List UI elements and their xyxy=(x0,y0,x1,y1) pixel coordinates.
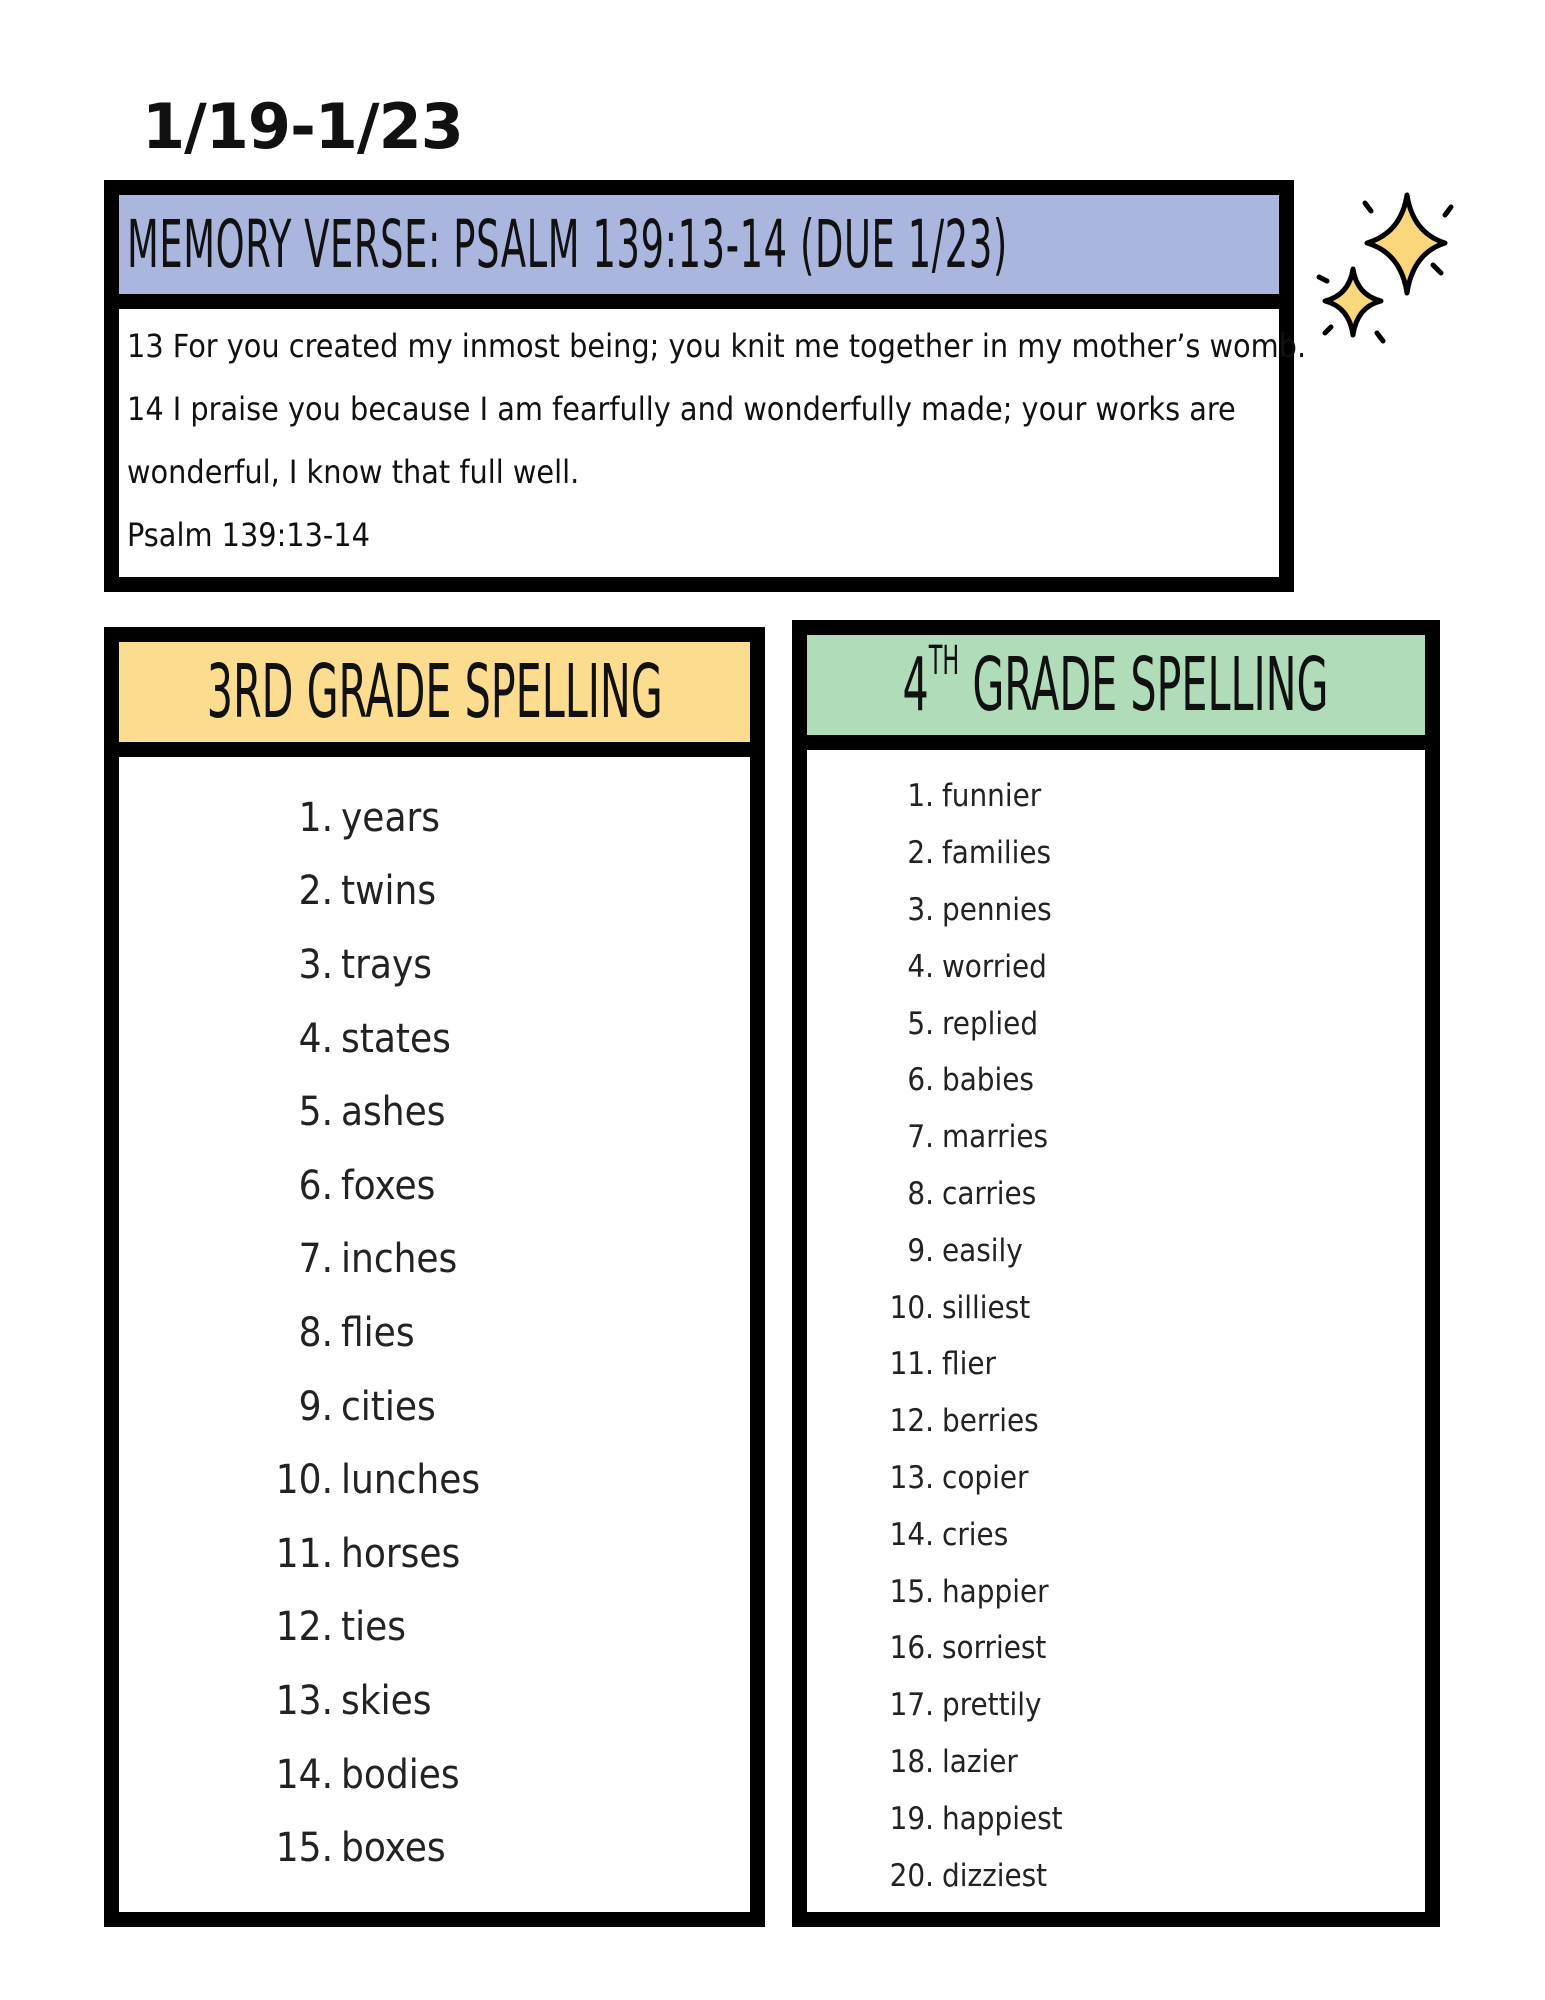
grade4-spelling-box xyxy=(792,620,1440,1927)
grade4-title-suffix: TH xyxy=(929,638,960,684)
grade3-spelling-box xyxy=(104,627,765,1927)
verse-line: 14 I praise you because I am fearfully and wonderfully made; your works are xyxy=(127,390,1236,428)
spelling-word: copier xyxy=(942,1459,1029,1496)
item-number: 6. xyxy=(907,1062,934,1099)
list-item xyxy=(119,1002,750,1076)
item-number: 2. xyxy=(907,835,934,872)
spelling-word: ashes xyxy=(341,1089,446,1136)
list-item xyxy=(119,1296,750,1370)
list-item xyxy=(807,938,1425,995)
sparkles-icon xyxy=(1305,185,1485,365)
spelling-word: twins xyxy=(341,868,437,915)
item-number: 9. xyxy=(298,1383,333,1430)
item-number: 5. xyxy=(298,1089,333,1136)
list-item xyxy=(807,1790,1425,1847)
item-number: 15. xyxy=(889,1573,934,1610)
verse-line: wonderful, I know that full well. xyxy=(127,453,580,491)
grade4-spelling-title xyxy=(903,638,1329,728)
list-item xyxy=(119,1370,750,1444)
grade4-spelling-header xyxy=(807,635,1425,750)
item-number: 8. xyxy=(907,1175,934,1212)
list-item xyxy=(807,1052,1425,1109)
spelling-word: skies xyxy=(341,1677,432,1724)
spelling-word: boxes xyxy=(341,1825,446,1872)
spelling-word: trays xyxy=(341,941,432,988)
item-number: 8. xyxy=(298,1309,333,1356)
list-item xyxy=(807,1222,1425,1279)
memory-verse-header xyxy=(119,195,1279,309)
list-item xyxy=(807,995,1425,1052)
spelling-word: berries xyxy=(942,1403,1039,1440)
spelling-word: marries xyxy=(942,1119,1049,1156)
item-number: 7. xyxy=(907,1119,934,1156)
item-number: 20. xyxy=(889,1857,934,1894)
item-number: 13. xyxy=(889,1459,934,1496)
list-item xyxy=(807,1450,1425,1507)
list-item xyxy=(119,1517,750,1591)
item-number: 9. xyxy=(907,1232,934,1269)
list-item xyxy=(119,1591,750,1665)
verse-reference: Psalm 139:13-14 xyxy=(127,516,370,554)
spelling-word: easily xyxy=(942,1232,1023,1269)
spelling-word: horses xyxy=(341,1530,461,1577)
spelling-word: prettily xyxy=(942,1687,1042,1724)
list-item xyxy=(807,1847,1425,1904)
item-number: 6. xyxy=(298,1162,333,1209)
spelling-word: lazier xyxy=(942,1743,1018,1780)
list-item xyxy=(807,882,1425,939)
item-number: 4. xyxy=(298,1015,333,1062)
item-number: 11. xyxy=(889,1346,934,1383)
list-item xyxy=(119,928,750,1002)
item-number: 4. xyxy=(907,948,934,985)
spelling-word: inches xyxy=(341,1236,458,1283)
list-item xyxy=(807,1393,1425,1450)
spelling-word: cities xyxy=(341,1383,436,1430)
spelling-word: years xyxy=(341,794,441,841)
item-number: 15. xyxy=(275,1825,333,1872)
list-item xyxy=(807,1336,1425,1393)
spelling-word: babies xyxy=(942,1062,1034,1099)
item-number: 13. xyxy=(275,1677,333,1724)
spelling-word: lunches xyxy=(341,1457,481,1504)
spelling-word: carries xyxy=(942,1175,1037,1212)
item-number: 3. xyxy=(907,891,934,928)
spelling-word: states xyxy=(341,1015,451,1062)
spelling-word: funnier xyxy=(942,778,1042,815)
spelling-word: flier xyxy=(942,1346,996,1383)
list-item xyxy=(807,1677,1425,1734)
item-number: 1. xyxy=(907,778,934,815)
grade4-title-rest: GRADE SPELLING xyxy=(972,642,1329,728)
item-number: 7. xyxy=(298,1236,333,1283)
list-item xyxy=(119,1664,750,1738)
spelling-word: flies xyxy=(341,1309,415,1356)
grade3-spelling-header xyxy=(119,642,750,757)
list-item xyxy=(807,768,1425,825)
grade4-title-number: 4 xyxy=(903,642,930,728)
grade3-word-list xyxy=(119,781,750,1885)
verse-line: 13 For you created my inmost being; you knit me together in my mother’s womb. xyxy=(127,327,1307,365)
item-number: 11. xyxy=(275,1530,333,1577)
item-number: 12. xyxy=(889,1403,934,1440)
list-item xyxy=(807,1109,1425,1166)
memory-verse-text xyxy=(127,315,1307,567)
spelling-word: cries xyxy=(942,1516,1009,1553)
list-item xyxy=(807,1279,1425,1336)
spelling-word: families xyxy=(942,835,1052,872)
spelling-word: foxes xyxy=(341,1162,436,1209)
list-item xyxy=(119,781,750,855)
spelling-word: dizziest xyxy=(942,1857,1048,1894)
item-number: 10. xyxy=(275,1457,333,1504)
spelling-word: ties xyxy=(341,1604,406,1651)
item-number: 19. xyxy=(889,1800,934,1837)
item-number: 12. xyxy=(275,1604,333,1651)
memory-verse-box xyxy=(104,180,1307,592)
spelling-word: sorriest xyxy=(942,1630,1047,1667)
spelling-word: happier xyxy=(942,1573,1049,1610)
list-item xyxy=(119,1811,750,1885)
date-range: 1/19-1/23 xyxy=(142,90,463,163)
spelling-word: replied xyxy=(942,1005,1039,1042)
spelling-word: worried xyxy=(942,948,1047,985)
spelling-word: happiest xyxy=(942,1800,1063,1837)
list-item xyxy=(119,1443,750,1517)
list-item xyxy=(119,855,750,929)
item-number: 17. xyxy=(889,1687,934,1724)
list-item xyxy=(807,1166,1425,1223)
spelling-word: bodies xyxy=(341,1751,460,1798)
item-number: 1. xyxy=(298,794,333,841)
list-item xyxy=(807,1563,1425,1620)
item-number: 14. xyxy=(889,1516,934,1553)
item-number: 14. xyxy=(275,1751,333,1798)
list-item xyxy=(119,1223,750,1297)
memory-verse-title: MEMORY VERSE: PSALM 139:13-14 (DUE 1/23) xyxy=(127,206,1008,283)
item-number: 10. xyxy=(889,1289,934,1326)
spelling-word: silliest xyxy=(942,1289,1031,1326)
grade3-spelling-title: 3RD GRADE SPELLING xyxy=(206,649,663,735)
list-item xyxy=(119,1738,750,1812)
list-item xyxy=(119,1149,750,1223)
item-number: 3. xyxy=(298,941,333,988)
grade4-word-list xyxy=(807,768,1425,1904)
list-item xyxy=(119,1075,750,1149)
item-number: 2. xyxy=(298,868,333,915)
item-number: 5. xyxy=(907,1005,934,1042)
spelling-word: pennies xyxy=(942,891,1052,928)
list-item xyxy=(807,825,1425,882)
list-item xyxy=(807,1620,1425,1677)
list-item xyxy=(807,1734,1425,1791)
list-item xyxy=(807,1506,1425,1563)
item-number: 16. xyxy=(889,1630,934,1667)
item-number: 18. xyxy=(889,1743,934,1780)
